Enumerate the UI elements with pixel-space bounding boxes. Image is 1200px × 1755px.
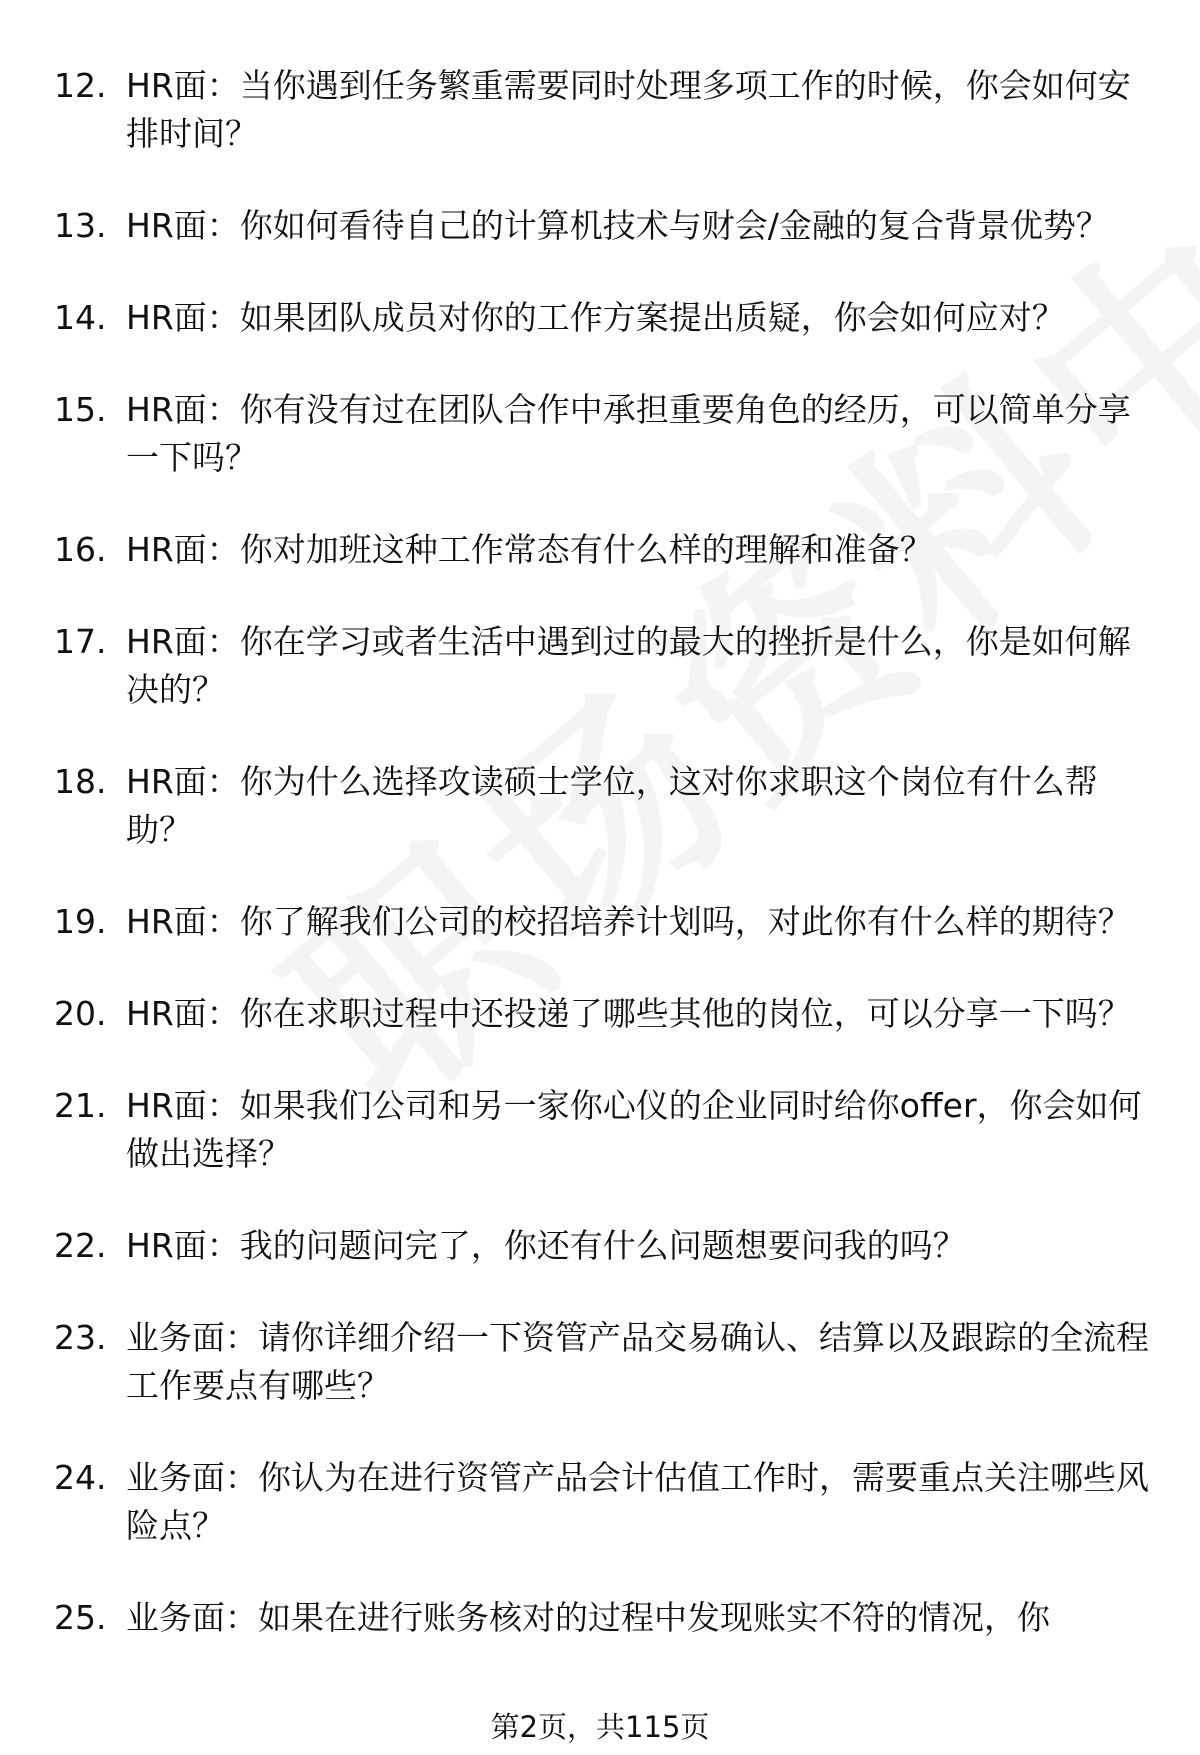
question-text: HR面：如果我们公司和另一家你心仪的企业同时给你offer，你会如何做出选择？ (126, 1086, 1142, 1173)
list-item (54, 1082, 1154, 1178)
list-item (54, 758, 1154, 854)
list-item (54, 990, 1154, 1038)
list-item (54, 1454, 1154, 1550)
question-number: 12. (54, 66, 107, 105)
question-number: 17. (54, 622, 107, 661)
list-item (54, 1314, 1154, 1410)
question-number: 15. (54, 390, 107, 429)
question-text: HR面：如果团队成员对你的工作方案提出质疑，你会如何应对？ (126, 298, 1065, 337)
question-text: HR面：你在学习或者生活中遇到过的最大的挫折是什么，你是如何解决的？ (126, 622, 1131, 709)
question-number: 22. (54, 1226, 107, 1265)
list-item (54, 202, 1154, 250)
question-text: HR面：你对加班这种工作常态有什么样的理解和准备？ (126, 530, 933, 569)
question-text: HR面：你了解我们公司的校招培养计划吗，对此你有什么样的期待？ (126, 902, 1131, 941)
page-number-footer: 第2页，共115页 (490, 1710, 710, 1744)
question-number: 20. (54, 994, 107, 1033)
list-item (54, 1222, 1154, 1270)
question-number: 25. (54, 1598, 107, 1637)
question-text: HR面：你有没有过在团队合作中承担重要角色的经历，可以简单分享一下吗？ (126, 390, 1131, 477)
question-text: HR面：我的问题问完了，你还有什么问题想要问我的吗？ (126, 1226, 966, 1265)
list-item (54, 1594, 1154, 1642)
list-item (54, 526, 1154, 574)
question-number: 18. (54, 762, 107, 801)
question-number: 19. (54, 902, 107, 941)
question-text: HR面：你为什么选择攻读硕士学位，这对你求职这个岗位有什么帮助？ (126, 762, 1098, 849)
question-list (54, 62, 1154, 1686)
question-number: 14. (54, 298, 107, 337)
question-number: 21. (54, 1086, 107, 1125)
question-number: 24. (54, 1458, 107, 1497)
list-item (54, 294, 1154, 342)
question-number: 13. (54, 206, 107, 245)
question-text: HR面：当你遇到任务繁重需要同时处理多项工作的时候，你会如何安排时间？ (126, 66, 1131, 153)
list-item (54, 618, 1154, 714)
question-text: HR面：你如何看待自己的计算机技术与财会/金融的复合背景优势？ (126, 206, 1109, 245)
question-text: HR面：你在求职过程中还投递了哪些其他的岗位，可以分享一下吗？ (126, 994, 1131, 1033)
question-number: 16. (54, 530, 107, 569)
list-item (54, 386, 1154, 482)
list-item (54, 62, 1154, 158)
question-number: 23. (54, 1318, 107, 1357)
question-text: 业务面：你认为在进行资管产品会计估值工作时，需要重点关注哪些风险点？ (126, 1458, 1149, 1545)
question-text: 业务面：请你详细介绍一下资管产品交易确认、结算以及跟踪的全流程工作要点有哪些？ (126, 1318, 1149, 1405)
list-item (54, 898, 1154, 946)
question-text: 业务面：如果在进行账务核对的过程中发现账实不符的情况，你 (126, 1598, 1050, 1637)
